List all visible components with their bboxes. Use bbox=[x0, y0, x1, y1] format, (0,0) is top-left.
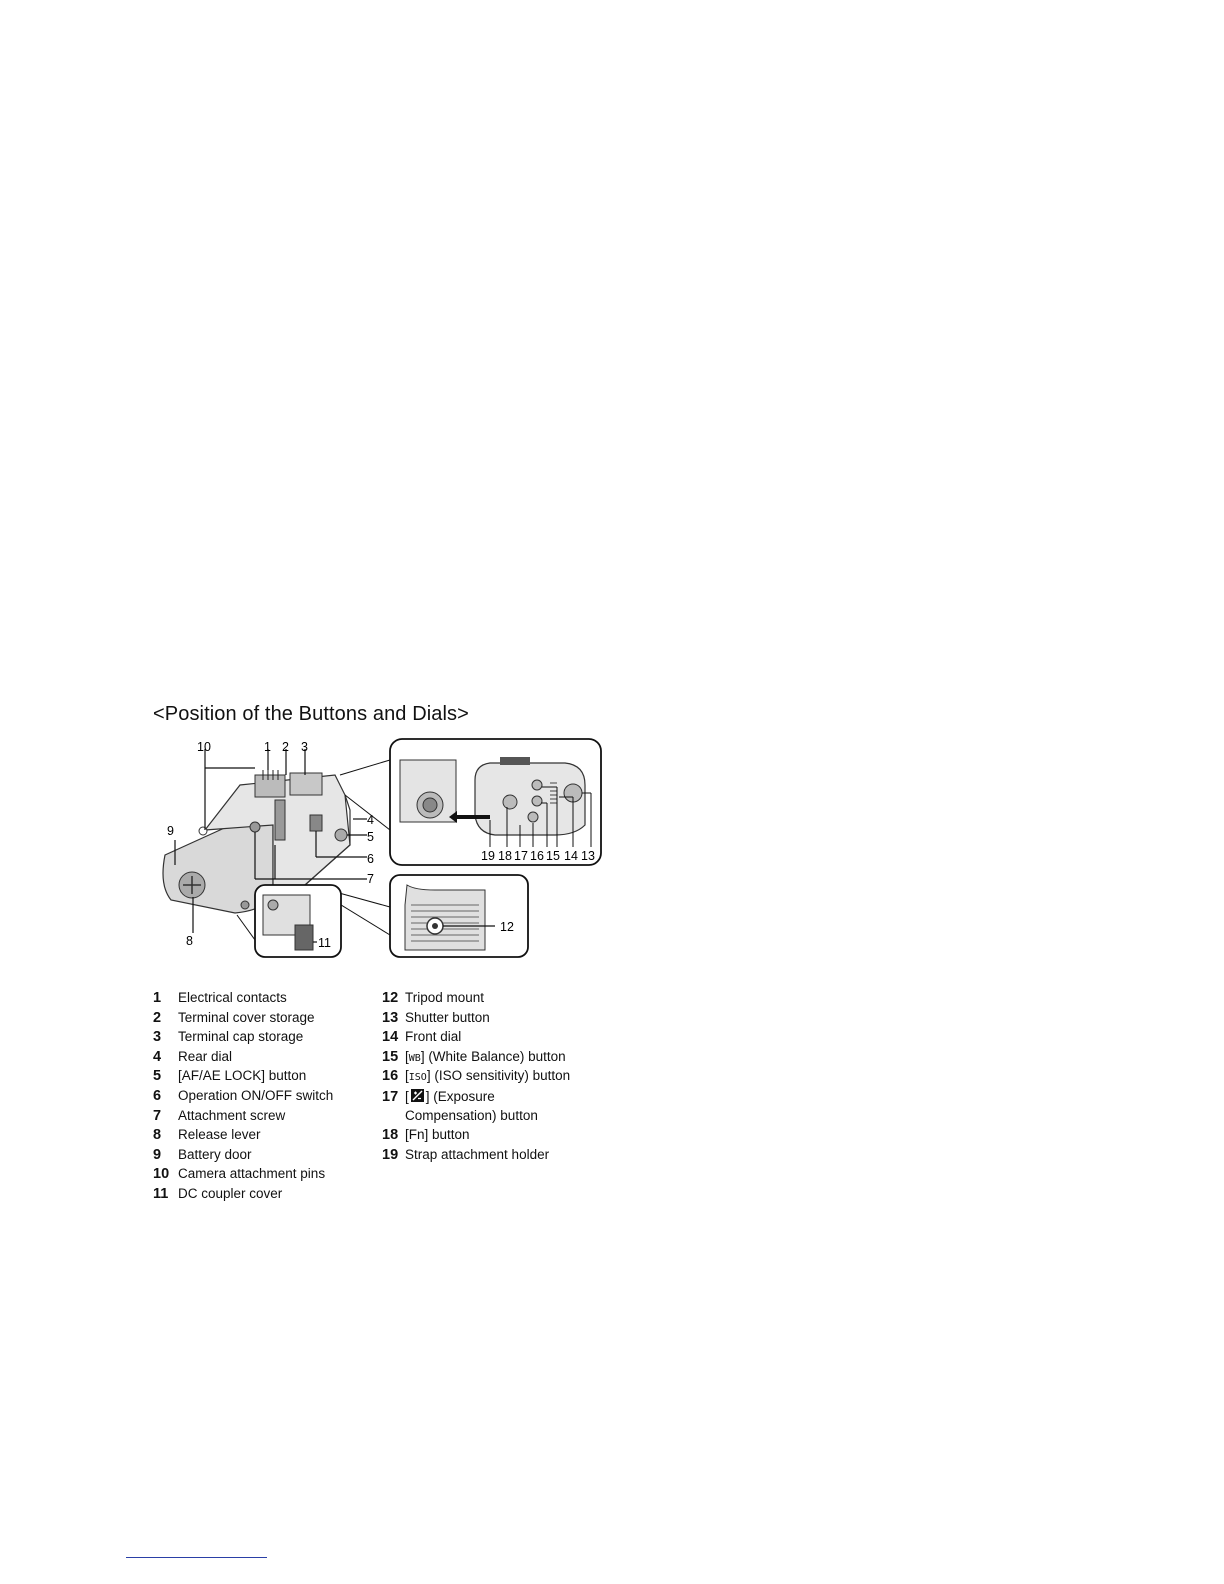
callout-10: 10 bbox=[197, 740, 211, 754]
list-item: 19 Strap attachment holder bbox=[382, 1146, 550, 1163]
list-item-continuation: Compensation) button bbox=[405, 1107, 538, 1123]
parts-list-left bbox=[153, 990, 333, 1206]
callout-7: 7 bbox=[367, 872, 374, 886]
footnote-separator bbox=[126, 1557, 267, 1558]
callout-19: 19 bbox=[481, 849, 495, 863]
list-item: 11 DC coupler cover bbox=[153, 1185, 283, 1202]
list-item: 1 Electrical contacts bbox=[153, 990, 287, 1006]
list-item: 5 [AF/AE LOCK] button bbox=[153, 1068, 307, 1085]
callout-17: 17 bbox=[514, 849, 528, 863]
callout-15: 15 bbox=[546, 849, 560, 863]
callout-14: 14 bbox=[564, 849, 578, 863]
list-item: 16 [ ISO ] (ISO sensitivity) button bbox=[382, 1068, 571, 1085]
list-item: 15 [ WB ] (White Balance) button bbox=[382, 1048, 566, 1065]
section-heading: <Position of the Buttons and Dials> bbox=[153, 703, 469, 725]
list-item: 13 Shutter button bbox=[382, 1009, 490, 1026]
list-item: 8 Release lever bbox=[153, 1127, 261, 1144]
exposure-compensation-icon bbox=[411, 1089, 424, 1102]
callout-1: 1 bbox=[264, 740, 271, 754]
callout-6: 6 bbox=[367, 852, 374, 866]
callout-16: 16 bbox=[530, 849, 544, 863]
list-item: 7 Attachment screw bbox=[153, 1107, 286, 1124]
callout-2: 2 bbox=[282, 740, 289, 754]
list-item: 2 Terminal cover storage bbox=[153, 1009, 315, 1026]
list-item: 9 Battery door bbox=[153, 1146, 252, 1163]
callout-11: 11 bbox=[318, 936, 331, 950]
callout-5: 5 bbox=[367, 830, 374, 844]
list-item: 4 Rear dial bbox=[153, 1048, 233, 1065]
list-item: 17 [ ] (Exposure bbox=[382, 1088, 495, 1105]
list-item: 3 Terminal cap storage bbox=[153, 1029, 304, 1046]
iso-icon: ISO bbox=[408, 1072, 427, 1084]
callout-9: 9 bbox=[167, 824, 174, 838]
list-item: 10 Camera attachment pins bbox=[153, 1166, 326, 1183]
list-item: 12 Tripod mount bbox=[382, 990, 485, 1006]
white-balance-icon: WB bbox=[408, 1052, 421, 1064]
list-item: 14 Front dial bbox=[382, 1029, 462, 1046]
bottom-view-inset bbox=[310, 875, 528, 957]
parts-list-right bbox=[382, 990, 570, 1166]
callout-18: 18 bbox=[498, 849, 512, 863]
battery-grip-illustration bbox=[145, 735, 615, 970]
callout-12: 12 bbox=[500, 920, 514, 934]
front-view-inset bbox=[340, 739, 601, 865]
list-item: 18 [Fn] button bbox=[382, 1127, 470, 1144]
callout-4: 4 bbox=[367, 813, 374, 827]
callout-8: 8 bbox=[186, 934, 193, 948]
callout-13: 13 bbox=[581, 849, 595, 863]
callout-3: 3 bbox=[301, 740, 308, 754]
list-item: 6 Operation ON/OFF switch bbox=[153, 1087, 334, 1104]
